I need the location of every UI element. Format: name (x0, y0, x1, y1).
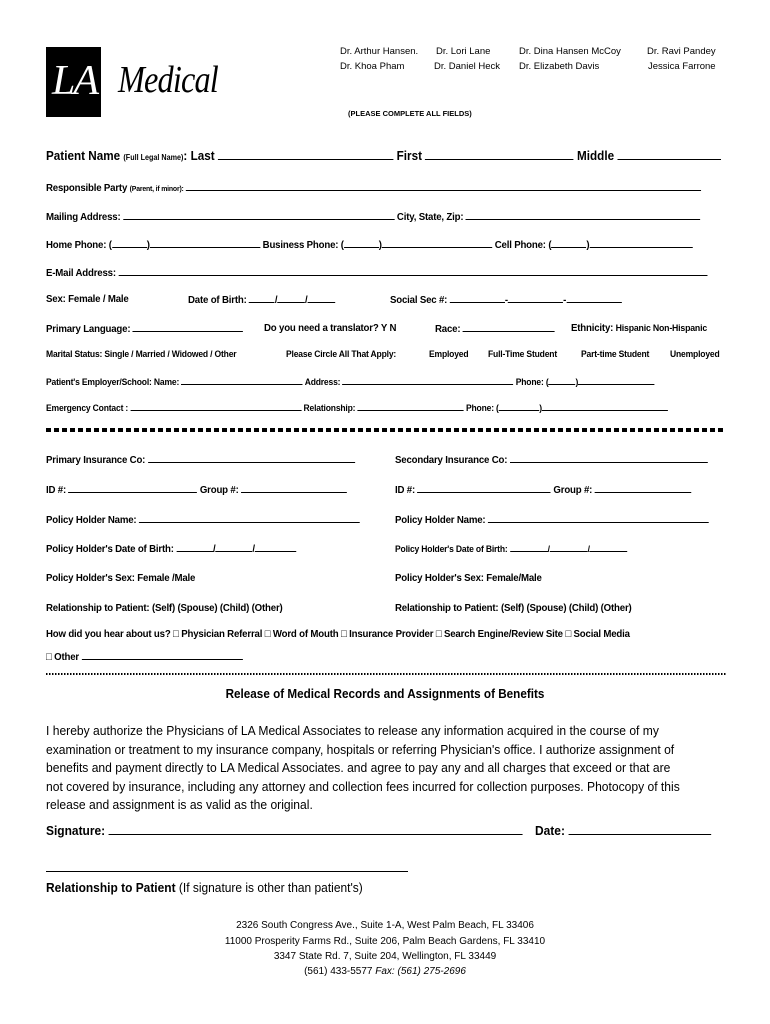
referral-other-row (46, 650, 243, 663)
doctor-name: Dr. Ravi Pandey (647, 46, 716, 57)
primary-holder-dob-row: Policy Holder's Date of Birth: / / (46, 542, 296, 555)
signature-field[interactable] (108, 823, 522, 835)
secondary-insurance-label: Secondary Insurance Co: (395, 454, 508, 466)
secondary-id-row (395, 483, 691, 496)
responsible-field[interactable] (186, 181, 701, 191)
email-field[interactable] (118, 266, 707, 276)
relationship-to-patient-label: Relationship to Patient (46, 880, 176, 895)
secondary-holder-dob-day[interactable] (550, 542, 588, 552)
primary-insurance-field[interactable] (148, 453, 355, 463)
primary-holder-field[interactable] (139, 513, 360, 523)
referral-option[interactable]: Social Media (573, 628, 630, 640)
patient-name-row (46, 148, 721, 163)
date-label: Date (535, 823, 561, 838)
middle-name-field[interactable] (617, 150, 721, 160)
checkbox-icon[interactable]: □ (565, 628, 572, 640)
complete-all-notice: (PLEASE COMPLETE ALL FIELDS) (348, 109, 472, 118)
secondary-insurance-row (395, 453, 708, 466)
employer-label: Patient's Employer/School: Name: (46, 377, 180, 388)
ssn-part3-field[interactable] (566, 293, 621, 303)
phone-number: (561) 433-5577 (304, 966, 373, 977)
emergency-phone-label: Phone: ( (465, 403, 499, 414)
referral-row (46, 628, 630, 640)
emergency-phone-area[interactable] (499, 401, 540, 411)
dob-day-field[interactable] (277, 293, 305, 303)
logo-letters: LA (52, 58, 98, 104)
primary-holder-dob-label: Policy Holder's Date of Birth: (46, 543, 174, 555)
referral-option[interactable]: Insurance Provider (349, 628, 434, 640)
relationship-signature-line[interactable] (46, 871, 408, 872)
doctor-name: Dr. Khoa Pham (340, 61, 405, 72)
translator-label[interactable]: Do you need a translator? Y N (264, 322, 397, 334)
employer-address-label: Address: (304, 377, 341, 388)
employment-option[interactable]: Full-Time Student (488, 349, 557, 360)
emergency-relationship-label: Relationship: (303, 403, 356, 414)
referral-option[interactable]: Word of Mouth (272, 628, 339, 640)
language-label: Primary Language: (46, 323, 131, 335)
language-row (46, 322, 243, 335)
release-paragraph: I hereby authorize the Physicians of LA Medical Associates to release any information acquired in the course of my examination or treatment to my insurance company, hospitals or referring Physician's office. I authorize assignment of benefits and payment directly to LA Medical Associates. and agree to pay any and all charges that exceed or that are not covered by insurance, including any attorney and collection fees incurred for collection purposes. Photocopy of this release and assignment is as valid as the original. (46, 723, 680, 812)
last-name-label: : Last (183, 148, 215, 163)
ethnicity-options[interactable]: Hispanic Non-Hispanic (615, 323, 708, 334)
patient-name-label: Patient Name (46, 148, 121, 163)
secondary-holder-dob-year[interactable] (590, 542, 628, 552)
cell-phone-area[interactable] (551, 238, 586, 248)
primary-id-field[interactable] (69, 483, 198, 493)
phones-row: Home Phone: ( ) Business Phone: ( ) Cell Phone: ( ) (46, 238, 692, 251)
secondary-holder-dob-row: Policy Holder's Date of Birth: / / (395, 542, 628, 555)
primary-group-field[interactable] (241, 483, 347, 493)
dob-label: Date of Birth: (188, 294, 247, 306)
secondary-holder-dob-month[interactable] (510, 542, 548, 552)
circle-all-label: Please Circle All That Apply: (286, 349, 397, 360)
primary-holder-row (46, 513, 360, 526)
primary-relationship[interactable]: Relationship to Patient: (Self) (Spouse) (Child) (Other) (46, 602, 283, 614)
section-divider (46, 428, 726, 432)
ethnicity-label: Ethnicity: (571, 322, 614, 334)
ssn-part1-field[interactable] (450, 293, 505, 303)
checkbox-icon[interactable]: □ (340, 628, 347, 640)
employer-name-field[interactable] (181, 375, 302, 385)
cell-phone-field[interactable] (589, 238, 692, 248)
secondary-group-field[interactable] (595, 483, 692, 493)
employer-row: Patient's Employer/School: Name: Address: Phone: ( ) (46, 375, 655, 388)
business-phone-area[interactable] (344, 238, 379, 248)
signature-row: Signature: Date: (46, 823, 711, 838)
first-name-label: First (396, 148, 423, 163)
secondary-group-label: Group #: (553, 484, 593, 496)
dob-row: Date of Birth: / / (188, 293, 335, 306)
emergency-phone-field[interactable] (542, 401, 668, 411)
race-row (435, 322, 555, 335)
primary-holder-label: Policy Holder Name: (46, 514, 137, 526)
home-phone-area[interactable] (112, 238, 147, 248)
checkbox-icon[interactable]: □ (173, 628, 179, 640)
secondary-holder-field[interactable] (488, 513, 709, 523)
business-phone-label: Business Phone: ( (262, 239, 344, 251)
primary-holder-dob-year[interactable] (255, 542, 296, 552)
ssn-label: Social Sec #: (390, 294, 448, 306)
business-phone-field[interactable] (382, 238, 492, 248)
referral-option[interactable]: Search Engine/Review Site (443, 628, 563, 640)
referral-other-label: Other (54, 651, 80, 663)
middle-name-label: Middle (577, 148, 615, 163)
doctor-name: Dr. Elizabeth Davis (519, 61, 600, 72)
fax-number: Fax: (561) 275-2696 (375, 966, 466, 977)
cell-phone-label: Cell Phone: ( (494, 239, 552, 251)
race-field[interactable] (463, 322, 555, 332)
mailing-row (46, 210, 701, 223)
emergency-label: Emergency Contact : (46, 403, 129, 414)
primary-id-label: ID #: (46, 484, 67, 496)
referral-question: How did you hear about us? (46, 628, 171, 640)
first-name-field[interactable] (425, 150, 574, 160)
secondary-holder-dob-label: Policy Holder's Date of Birth: (395, 544, 508, 555)
secondary-id-label: ID #: (395, 484, 416, 496)
ethnicity-row (571, 322, 707, 334)
email-row (46, 266, 707, 279)
primary-holder-dob-day[interactable] (216, 542, 253, 552)
secondary-holder-row (395, 513, 709, 526)
logo-name: Medical (118, 59, 218, 101)
contact-line (0, 966, 770, 977)
ssn-row: Social Sec #: - - (390, 293, 621, 306)
city-label: City, State, Zip: (396, 211, 464, 223)
doctor-name: Jessica Farrone (648, 61, 716, 72)
employer-phone-field[interactable] (578, 375, 655, 385)
doctor-name: Dr. Dina Hansen McCoy (519, 46, 621, 57)
section-divider (46, 673, 726, 675)
date-field[interactable] (568, 823, 711, 835)
checkbox-icon[interactable]: □ (264, 628, 271, 640)
primary-insurance-row (46, 453, 355, 466)
relationship-to-patient-hint: (If signature is other than patient's) (178, 880, 363, 895)
secondary-id-field[interactable] (418, 483, 551, 493)
doctor-name: Dr. Daniel Heck (434, 61, 500, 72)
secondary-holder-sex[interactable]: Policy Holder's Sex: Female/Male (395, 572, 542, 584)
referral-option[interactable]: Physician Referral (181, 628, 263, 640)
doctor-name: Dr. Arthur Hansen. (340, 46, 419, 57)
secondary-insurance-field[interactable] (510, 453, 708, 463)
address-line: 11000 Prosperity Farms Rd., Suite 206, Palm Beach Gardens, FL 33410 (224, 936, 546, 947)
primary-id-row (46, 483, 347, 496)
address-line: 3347 State Rd. 7, Suite 204, Wellington, FL 33449 (273, 951, 497, 962)
address-line: 2326 South Congress Ave., Suite 1-A, West Palm Beach, FL 33406 (236, 920, 534, 931)
emergency-row: Emergency Contact : Relationship: Phone: ( ) (46, 401, 668, 414)
patient-name-hint: (Full Legal Name) (123, 153, 184, 162)
mailing-field[interactable] (123, 210, 394, 220)
ssn-part2-field[interactable] (508, 293, 563, 303)
sex-label[interactable]: Sex: Female / Male (46, 293, 129, 305)
primary-group-label: Group #: (199, 484, 239, 496)
secondary-holder-label: Policy Holder Name: (395, 514, 486, 526)
emergency-relationship-field[interactable] (358, 401, 464, 411)
checkbox-icon[interactable]: □ (46, 651, 52, 663)
relationship-to-patient-row (46, 880, 363, 895)
referral-other-field[interactable] (82, 650, 243, 660)
dob-year-field[interactable] (307, 293, 335, 303)
employment-option[interactable]: Part-time Student (581, 349, 650, 360)
primary-holder-sex[interactable]: Policy Holder's Sex: Female /Male (46, 572, 196, 584)
email-label: E-Mail Address: (46, 267, 116, 279)
primary-insurance-label: Primary Insurance Co: (46, 454, 146, 466)
emergency-name-field[interactable] (130, 401, 301, 411)
marital-status[interactable]: Marital Status: Single / Married / Widowed / Other (46, 349, 237, 360)
employer-phone-area[interactable] (549, 375, 576, 385)
last-name-field[interactable] (218, 150, 393, 160)
home-phone-field[interactable] (150, 238, 260, 248)
employment-option[interactable]: Employed (429, 349, 469, 360)
logo-mark (46, 47, 101, 117)
secondary-relationship[interactable]: Relationship to Patient: (Self) (Spouse) (Child) (Other) (395, 602, 632, 614)
race-label: Race: (435, 323, 461, 335)
release-title: Release of Medical Records and Assignments of Benefits (225, 686, 545, 701)
responsible-label: Responsible Party (46, 182, 128, 194)
responsible-row (46, 181, 701, 194)
responsible-hint: (Parent, if minor): (129, 184, 184, 193)
primary-holder-dob-month[interactable] (176, 542, 213, 552)
employment-option[interactable]: Unemployed (670, 349, 720, 360)
employer-address-field[interactable] (343, 375, 514, 385)
doctor-name: Dr. Lori Lane (436, 46, 491, 57)
employer-phone-label: Phone: ( (515, 377, 549, 388)
checkbox-icon[interactable]: □ (435, 628, 442, 640)
home-phone-label: Home Phone: ( (46, 239, 112, 251)
city-field[interactable] (466, 210, 701, 220)
dob-month-field[interactable] (249, 293, 275, 303)
language-field[interactable] (133, 322, 243, 332)
signature-label: Signature: (46, 823, 106, 838)
mailing-label: Mailing Address: (46, 211, 121, 223)
